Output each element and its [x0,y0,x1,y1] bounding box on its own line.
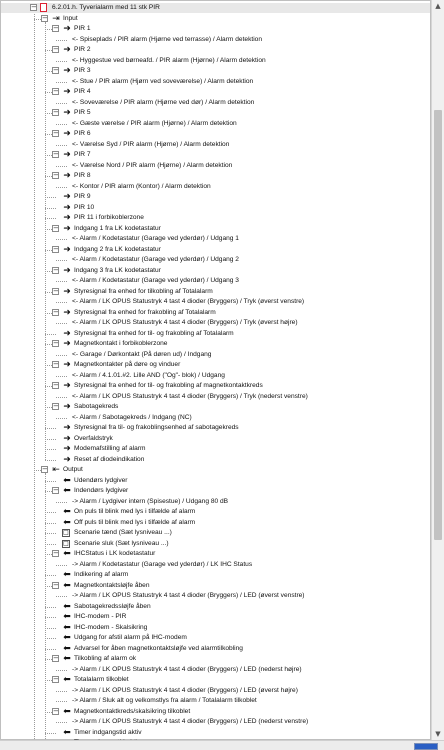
tree-node[interactable] [1,612,430,622]
tree-node[interactable] [1,287,430,297]
tree-item-label: <- Garage / Dørkontakt (På døren ud) / Indgang [72,350,212,358]
tree-item-label: Reset af diodeindikation [74,455,145,463]
tree-connector-line [45,428,56,429]
input-arrow-icon: ➜ [63,150,71,160]
tree-node[interactable] [1,192,430,202]
tree-item-label: <- Hyggestue ved børneafd. / PIR alarm (Hjørne) / Alarm detektion [72,56,266,64]
input-arrow-icon: ➜ [63,423,71,433]
collapse-toggle-icon[interactable]: − [53,654,59,662]
collapse-toggle-icon[interactable]: − [53,244,59,253]
tree-connector-line [56,565,67,566]
tree-node[interactable] [1,465,430,475]
collapse-toggle-icon[interactable]: − [53,150,59,158]
collapse-toggle-icon[interactable]: − [53,706,59,715]
tree-connector-line [45,197,56,198]
tree-link-item[interactable] [1,413,430,423]
collapse-toggle-icon[interactable]: − [53,549,59,557]
tree-item-label: IHCStatus i LK kodetastatur [74,550,156,557]
tree-item-label: PIR 11 i forbikoblerzone [74,214,144,221]
tree-node[interactable] [1,602,430,612]
tree-node[interactable] [1,213,430,223]
tree-node[interactable] [1,528,430,538]
tree-node[interactable] [1,486,430,496]
tree-connector-line [56,281,67,282]
tree-item-label: PIR 4 [74,88,91,95]
scroll-thumb[interactable] [434,110,442,540]
tree-node[interactable] [1,549,430,559]
tree-node[interactable] [1,24,430,34]
collapse-toggle-icon[interactable]: − [53,129,59,137]
tree-item-label: PIR 6 [74,130,91,137]
tree-link-item[interactable] [1,717,430,727]
tree-item-label: -> Alarm / Kodetastatur (Garage ved yderdør) / LK IHC Status [72,560,253,568]
tree-node[interactable] [1,87,430,97]
tree-node[interactable] [1,654,430,664]
collapse-toggle-icon[interactable]: − [53,223,59,232]
input-arrow-icon: ➜ [63,339,71,349]
tree-item-label: Indgang 1 fra LK kodetastatur [74,224,161,232]
input-arrow-icon: ➜ [63,307,71,318]
tree-item-label: On puls til blink med lys i tilfælde af alarm [74,508,196,515]
input-arrow-icon: ➜ [63,45,71,55]
tree-item-label: 6.2.01.h. Tyverialarm med 11 stk PIR [52,4,160,11]
tree-node[interactable] [1,423,430,433]
tree-node[interactable] [1,455,430,465]
collapse-toggle-icon[interactable]: − [53,402,59,410]
collapse-toggle-icon[interactable]: − [53,265,59,274]
tree-link-item[interactable] [1,182,430,192]
tree-node[interactable] [1,245,430,255]
output-arrow-icon: ⬅ [63,517,71,528]
collapse-toggle-icon[interactable]: − [53,339,59,347]
input-arrow-icon: ➜ [63,360,71,370]
tree-node[interactable] [1,203,430,213]
tree-node[interactable] [1,728,430,738]
tree-item-label: PIR 10 [74,203,95,211]
vertical-scrollbar[interactable] [431,0,444,740]
collapse-toggle-icon[interactable]: − [53,307,59,316]
tree-item-label: -> Alarm / LK OPUS Statustryk 4 tast 4 dioder (Bryggers) / LED (øverst venstre) [72,592,305,599]
tree-item-label: Totalalarm tilkoblet [74,676,129,683]
tree-item-label: <- Gæste værelse / PIR alarm (Hjørne) / Alarm detektion [72,119,237,127]
tree-item-label: Indgang 2 fra LK kodetastatur [74,245,161,253]
tree-connector-line [45,449,56,450]
collapse-toggle-icon[interactable]: − [53,675,59,683]
tree-item-label: Input [63,14,78,22]
tree-connector-line [56,502,67,503]
tree-connector-line [45,649,56,650]
tree-node[interactable] [1,444,430,454]
tree-item-label: Styresignal fra enhed for frakobling af Totalalarm [74,308,216,316]
output-arrow-icon: ⬅ [63,601,71,612]
tree-item-label: <- Alarm / LK OPUS Statustryk 4 tast 4 dioder (Bryggers) / Tryk (øverst venstre) [72,298,305,305]
input-arrow-icon: ➜ [63,171,71,181]
tree-item-label: Styresignal fra enhed for til- og frakobling af Totalalarm [74,329,234,337]
tree-link-item[interactable] [1,591,430,601]
tree-node[interactable] [1,507,430,517]
collapse-toggle-icon[interactable]: − [53,580,59,589]
tree-item-label: <- Alarm / LK OPUS Statustryk 4 tast 4 dioder (Bryggers) / Tryk (øverst højre) [72,319,298,326]
tree-link-item[interactable] [1,696,430,706]
tree-item-label: <- Alarm / Kodetastatur (Garage ved yderdør) / Udgang 1 [72,235,239,242]
tree-item-label: -> Alarm / LK OPUS Statustryk 4 tast 4 dioder (Bryggers) / LED (øverst højre) [72,686,298,694]
tree-node[interactable] [1,45,430,55]
input-arrow-icon: ➜ [63,454,71,465]
tree-node[interactable] [1,108,430,118]
tree-item-label: Sabotagekreds [74,403,119,410]
tree-connector-line [45,544,56,545]
input-arrow-icon: ➜ [63,213,71,223]
status-indicator [414,743,438,750]
tree-node[interactable] [1,518,430,528]
tree-connector-line [56,82,67,83]
tree-link-item[interactable] [1,297,430,307]
group-red-icon [40,3,47,12]
tree-connector-line [56,670,67,671]
tree-connector-line [56,397,67,398]
input-arrow-icon: ➜ [63,223,71,234]
output-arrow-icon: ⬅ [63,475,71,486]
tree-node[interactable] [1,308,430,318]
tree-connector-line [45,218,56,219]
tree-item-label: Scenarie sluk (Sæt lysniveau ...) [74,539,169,547]
output-arrow-icon: ⬅ [63,654,71,664]
tree-item-label: Output [63,466,83,473]
tree-node[interactable] [1,476,430,486]
tree-item-label: Magnetkontakter på døre og vinduer [74,361,181,368]
tree-connector-line [56,187,67,188]
tree-connector-line [45,460,56,461]
output-arrow-icon: ⬅ [63,706,71,717]
tree-item-label: Sabotagekredssløjfe åben [74,602,151,610]
input-arrow-icon: ➜ [63,202,71,213]
output-arrow-icon: ⬅ [63,633,71,643]
tree-node[interactable] [1,266,430,276]
tree-item-label: Magnetkontaktkreds/skalsikring tilkoblet [74,707,191,715]
tree-connector-line [56,260,67,261]
tree-item-label: Udendørs lydgiver [74,476,128,484]
tree-connector-line [56,166,67,167]
tree-node[interactable] [1,329,430,339]
tree-connector-line [56,596,67,597]
input-arrow-icon: ➜ [63,402,71,412]
output-arrow-icon: ⬅ [63,486,71,496]
input-arrow-icon: ➜ [63,244,71,255]
tree-link-item[interactable] [1,77,430,87]
tree-node[interactable] [1,150,430,160]
tree-item-label: -> Alarm / Sluk alt og velkomstlys fra alarm / Totalalarm tilkoblet [72,697,257,704]
tree-link-item[interactable] [1,392,430,402]
tree-connector-line [56,239,67,240]
input-arrow-icon: ➜ [63,24,71,34]
tree-item-label: <- Værelse Syd / PIR alarm (Hjørne) / Alarm detektion [72,140,230,148]
tree-connector-line [56,355,67,356]
tree-connector-line [45,523,56,524]
collapse-toggle-icon[interactable]: − [31,3,37,11]
tree-link-item[interactable] [1,318,430,328]
tree-item-label: Modemafstilling af alarm [74,445,146,452]
status-bar [0,740,444,750]
tree-link-item[interactable] [1,686,430,696]
tree-connector-line [45,208,56,209]
tree-node[interactable] [1,129,430,139]
collapse-toggle-icon[interactable]: − [53,66,59,74]
tree-item-label: <- Alarm / Sabotagekreds / Indgang (NC) [72,413,192,421]
tree-connector-line [45,628,56,629]
output-arrow-icon: ⬅ [63,675,71,685]
tree-item-label: <- Alarm / LK OPUS Statustryk 4 tast 4 dioder (Bryggers) / Tryk (nederst venstre) [72,392,308,400]
input-arrow-icon: ➜ [63,66,71,76]
tree-node[interactable] [1,539,430,549]
output-arrow-icon: ⬅ [63,570,71,580]
tree-link-item[interactable] [1,98,430,108]
input-arrow-icon: ➜ [63,108,71,118]
tree-item-label: Styresignal fra til- og frakoblingsenhed af sabotagekreds [74,424,239,431]
tree-node[interactable] [1,14,430,24]
output-arrow-icon: ⬅ [63,549,71,559]
scenario-icon: □ [63,529,69,536]
tree-node[interactable] [1,633,430,643]
tree-link-item[interactable] [1,497,430,507]
tree-connector-line [45,481,56,482]
tree-node[interactable] [1,707,430,717]
tree-connector-line [56,722,67,723]
output-arrow-icon: ⬅ [63,507,71,517]
tree-node[interactable] [1,675,430,685]
tree-item-label: Scenarie tænd (Sæt lysniveau ...) [74,529,172,536]
tree-link-item[interactable] [1,665,430,675]
tree-item-label: <- Alarm / 4.1.01.#2. Lille AND ("Og"- blok) / Udgang [72,371,225,379]
tree-node[interactable] [1,644,430,654]
tree-item-label: PIR 1 [74,25,91,32]
collapse-toggle-icon[interactable]: − [53,360,59,368]
input-arrow-icon: ➜ [63,444,71,454]
tree-connector-line [56,691,67,692]
tree-node[interactable] [1,171,430,181]
output-arrow-icon: ⬅ [63,622,71,633]
collapse-toggle-icon[interactable]: − [53,108,59,116]
tree-item-label: Off puls til blink med lys i tilfælde af alarm [74,518,196,526]
tree-node[interactable] [1,434,430,444]
collapse-toggle-icon[interactable]: − [53,486,59,494]
tree-node[interactable] [1,381,430,391]
tree-connector-line [45,473,46,741]
tree-connector-line [56,40,67,41]
input-folder-icon: ⇥ [52,13,60,24]
input-arrow-icon: ➜ [63,129,71,139]
tree-item-label: Indikering af alarm [74,571,129,578]
collapse-toggle-icon[interactable]: − [53,171,59,179]
tree-item-label: PIR 8 [74,172,91,179]
tree-node[interactable] [1,402,430,412]
tree-item-label: Styresignal fra enhed for tilkobling af Totalalarm [74,287,213,295]
tree-link-item[interactable] [1,234,430,244]
tree-item-label: -> Alarm / LK OPUS Statustryk 4 tast 4 dioder (Bryggers) / LED (nederst højre) [72,665,302,673]
tree-item-label: PIR 5 [74,109,91,116]
tree-node[interactable] [1,3,430,13]
input-arrow-icon: ➜ [63,381,71,391]
tree-item-label: PIR 9 [74,193,91,200]
tree-item-label: IHC-modem - PIR [74,613,127,620]
input-arrow-icon: ➜ [63,286,71,297]
scenario-icon: □ [63,539,69,547]
tree-item-label: -> Alarm / LK OPUS Statustryk 4 tast 4 dioder (Bryggers) / LED (nederst venstre) [72,718,309,725]
tree-link-item[interactable] [1,350,430,360]
tree-node[interactable] [1,339,430,349]
tree-item-label: PIR 3 [74,67,91,74]
tree-item-label: Styresignal fra enhed for til- og frakobling af magnetkontaktkreds [74,382,263,389]
tree-node[interactable] [1,570,430,580]
input-arrow-icon: ➜ [63,265,71,276]
output-arrow-icon: ⬅ [63,580,71,591]
tree-link-item[interactable] [1,161,430,171]
tree-item-label: <- Stue / PIR alarm (Hjørn ved soveværelse) / Alarm detektion [72,77,254,85]
tree-link-item[interactable] [1,56,430,66]
tree-connector-line [45,733,56,734]
tree-connector-line [56,61,67,62]
output-arrow-icon: ⬅ [63,612,71,622]
tree-item-label: Indendørs lydgiver [74,487,129,494]
tree-item-label: Magnetkontakt i forbikoblerzone [74,340,168,347]
output-folder-icon: ⇤ [52,465,60,475]
collapse-toggle-icon[interactable]: − [53,24,59,32]
tree-connector-line [45,22,46,460]
collapse-toggle-icon[interactable]: − [53,381,59,389]
tree-link-item[interactable] [1,35,430,45]
tree-item-label: Indgang 3 fra LK kodetastatur [74,266,161,274]
tree-node[interactable] [1,224,430,234]
output-arrow-icon: ⬅ [63,643,71,654]
tree-node[interactable] [1,360,430,370]
collapse-toggle-icon[interactable]: − [42,13,48,22]
tree-link-item[interactable] [1,119,430,129]
tree-connector-line [56,376,67,377]
tree-connector-line [56,701,67,702]
tree-link-item[interactable] [1,276,430,286]
tree-connector-line [45,533,56,534]
tree-item-label: IHC-modem - Skalsikring [74,623,148,631]
tree-item-label: Advarsel for åben magnetkontaktsløjfe ved alarmtilkobling [74,644,243,652]
tree-item-label: <- Værelse Nord / PIR alarm (Hjørne) / Alarm detektion [72,161,233,169]
tree-item-label: -> Alarm / Lydgiver intern (Spisestue) / Udgang 80 dB [72,497,229,505]
tree-connector-line [45,607,56,608]
tree-item-label: <- Kontor / PIR alarm (Kontor) / Alarm detektion [72,182,211,190]
tree-node[interactable] [1,581,430,591]
tree-item-label: Udgang for afstil alarm på IHC-modem [74,634,187,641]
tree-connector-line [45,334,56,335]
input-arrow-icon: ➜ [63,433,71,444]
tree-item-label: <- Alarm / Kodetastatur (Garage ved yderdør) / Udgang 3 [72,277,239,284]
tree-item-label: <- Alarm / Kodetastatur (Garage ved yderdør) / Udgang 2 [72,256,239,263]
input-arrow-icon: ➜ [63,87,71,97]
collapse-toggle-icon[interactable]: − [53,87,59,95]
scroll-down-button[interactable]: ▼ [435,730,441,738]
tree-item-label: PIR 2 [74,46,91,53]
tree-connector-line [45,439,56,440]
tree-connector-line [56,302,67,303]
tree-connector-line [45,575,56,576]
collapse-toggle-icon[interactable]: − [53,45,59,53]
collapse-toggle-icon[interactable]: − [53,286,59,295]
tree-node[interactable] [1,623,430,633]
tree-link-item[interactable] [1,560,430,570]
tree-link-item[interactable] [1,255,430,265]
tree-connector-line [45,617,56,618]
tree-item-label: Magnetkontaktsløjfe åben [74,581,150,589]
tree-link-item[interactable] [1,140,430,150]
tree-connector-line [56,124,67,125]
tree-item-label: Timer indgangstid aktiv [74,728,142,736]
tree-connector-line [56,418,67,419]
tree-link-item[interactable] [1,371,430,381]
tree-node[interactable] [1,66,430,76]
tree-connector-line [45,638,56,639]
tree-connector-line [56,323,67,324]
output-arrow-icon: ⬅ [63,727,71,738]
input-arrow-icon: ➜ [63,328,71,339]
scroll-up-button[interactable]: ▲ [435,2,441,10]
tree-item-label: Overfaldstryk [74,434,113,442]
tree-item-label: <- Spiseplads / PIR alarm (Hjørne ved terrasse) / Alarm detektion [72,35,263,43]
tree-connector-line [56,145,67,146]
tree-connector-line [45,512,56,513]
tree-connector-line [56,103,67,104]
tree-item-label: <- Soveværelse / PIR alarm (Hjørne ved dør) / Alarm detektion [72,98,255,106]
input-arrow-icon: ➜ [63,192,71,202]
collapse-toggle-icon[interactable]: − [42,465,48,473]
tree-item-label: PIR 7 [74,151,91,158]
tree-item-label: Tilkobling af alarm ok [74,655,137,662]
